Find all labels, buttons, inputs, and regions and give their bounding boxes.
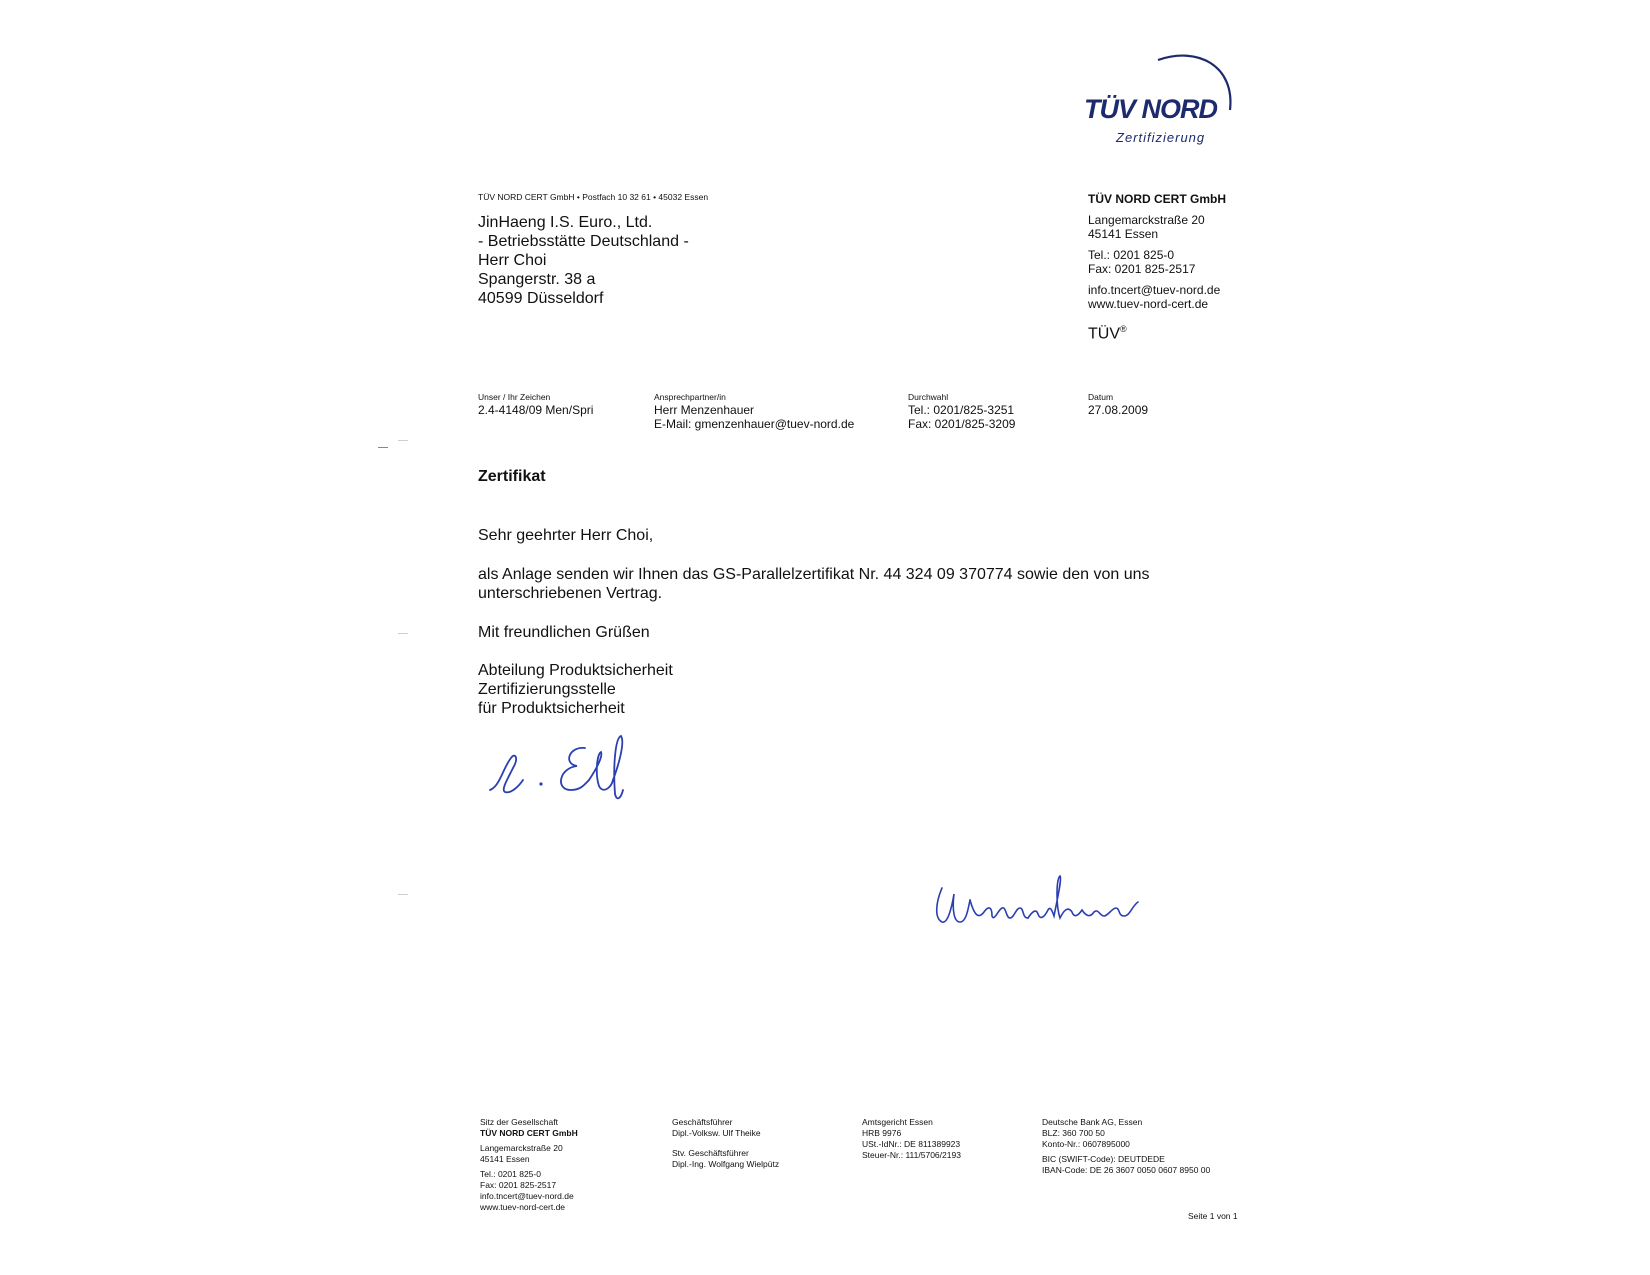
footer-col-company (480, 1117, 578, 1213)
footer-col1-email: info.tncert@tuev-nord.de (480, 1191, 574, 1201)
reference-datum-label: Datum (1088, 392, 1114, 402)
reference-contact-email: E-Mail: gmenzenhauer@tuev-nord.de (654, 417, 855, 431)
registered-mark: ® (1120, 324, 1127, 334)
footer-col3-ust: USt.-IdNr.: DE 811389923 (862, 1139, 961, 1149)
company-tel: Tel.: 0201 825-0 (1088, 248, 1175, 262)
sender-line: TÜV NORD CERT GmbH • Postfach 10 32 61 • 45032 Essen (478, 192, 709, 202)
reference-contact (654, 392, 854, 431)
footer-col2-label2: Stv. Geschäftsführer (672, 1148, 749, 1158)
fold-mark (398, 894, 408, 895)
reference-datum-value: 27.08.2009 (1088, 403, 1149, 417)
company-fax: Fax: 0201 825-2517 (1088, 262, 1196, 276)
footer-col1-city: 45141 Essen (480, 1154, 530, 1164)
logo-brand: TÜV NORD (1084, 94, 1217, 124)
footer-col2-name: Dipl.-Volksw. Ulf Theike (672, 1128, 761, 1138)
footer-col4-bic: BIC (SWIFT-Code): DEUTDEDE (1042, 1154, 1165, 1164)
reference-contact-label: Ansprechpartner/in (654, 392, 726, 402)
reference-zeichen-value: 2.4-4148/09 Men/Spri (478, 403, 594, 417)
paragraph-line: unterschriebenen Vertrag. (478, 585, 663, 602)
paragraph-line: als Anlage senden wir Ihnen das GS-Parallelzertifikat Nr. 44 324 09 370774 sowie den von uns (478, 566, 1150, 583)
reference-zeichen-label: Unser / Ihr Zeichen (478, 392, 551, 402)
footer-col2-label: Geschäftsführer (672, 1117, 733, 1127)
reference-durchwahl-tel: Tel.: 0201/825-3251 (908, 403, 1015, 417)
signature-2 (932, 866, 1152, 936)
reference-zeichen (478, 392, 593, 417)
footer-col-management (672, 1117, 779, 1170)
recipient-line: Spangerstr. 38 a (478, 271, 596, 288)
logo-subtitle: Zertifizierung (1116, 130, 1206, 145)
recipient-address (478, 213, 689, 308)
footer-col4-bank: Deutsche Bank AG, Essen (1042, 1117, 1143, 1127)
company-web: www.tuev-nord-cert.de (1088, 297, 1209, 311)
company-street: Langemarckstraße 20 (1088, 213, 1205, 227)
recipient-line: - Betriebsstätte Deutschland - (478, 233, 689, 250)
signature-1 (485, 728, 665, 818)
salutation: Sehr geehrter Herr Choi, (478, 527, 654, 544)
footer-col1-street: Langemarckstraße 20 (480, 1143, 563, 1153)
reference-durchwahl (908, 392, 1015, 431)
subject: Zertifikat (478, 468, 546, 485)
footer-col2-name2: Dipl.-Ing. Wolfgang Wielpütz (672, 1159, 780, 1169)
reference-durchwahl-fax: Fax: 0201/825-3209 (908, 417, 1016, 431)
company-city: 45141 Essen (1088, 227, 1159, 241)
footer-col1-name: TÜV NORD CERT GmbH (480, 1128, 578, 1138)
footer-col1-fax: Fax: 0201 825-2517 (480, 1180, 557, 1190)
department-line: für Produktsicherheit (478, 700, 625, 717)
footer-col4-blz: BLZ: 360 700 50 (1042, 1128, 1105, 1138)
footer-col-bank (1042, 1117, 1210, 1176)
footer-col1-label: Sitz der Gesellschaft (480, 1117, 558, 1127)
tuv-mark-text: TÜV (1088, 325, 1120, 343)
company-email: info.tncert@tuev-nord.de (1088, 283, 1221, 297)
page-number: Seite 1 von 1 (1188, 1211, 1238, 1221)
footer-col3-label: Amtsgericht Essen (862, 1117, 933, 1127)
company-block (1088, 192, 1226, 311)
department-block (478, 661, 673, 718)
footer-col4-iban: IBAN-Code: DE 26 3607 0050 0607 8950 00 (1042, 1165, 1211, 1175)
recipient-line: 40599 Düsseldorf (478, 290, 604, 307)
department-line: Zertifizierungsstelle (478, 681, 616, 698)
footer-col3-hrb: HRB 9976 (862, 1128, 902, 1138)
fold-mark (398, 440, 408, 441)
department-line: Abteilung Produktsicherheit (478, 662, 673, 679)
body-paragraph (478, 565, 1150, 603)
footer-col3-steuer: Steuer-Nr.: 111/5706/2193 (862, 1150, 961, 1160)
reference-datum (1088, 392, 1148, 417)
footer-col1-tel: Tel.: 0201 825-0 (480, 1169, 541, 1179)
footer-col1-web: www.tuev-nord-cert.de (480, 1202, 566, 1212)
fold-mark (378, 447, 388, 448)
fold-mark (398, 633, 408, 634)
company-name: TÜV NORD CERT GmbH (1088, 192, 1226, 206)
closing: Mit freundlichen Grüßen (478, 624, 650, 641)
footer-col4-konto: Konto-Nr.: 0607895000 (1042, 1139, 1130, 1149)
recipient-line: Herr Choi (478, 252, 547, 269)
reference-durchwahl-label: Durchwahl (908, 392, 949, 402)
tuv-nord-logo (1080, 48, 1240, 148)
footer-col-register (862, 1117, 961, 1161)
tuv-mark (1088, 324, 1127, 343)
reference-contact-name: Herr Menzenhauer (654, 403, 755, 417)
recipient-line: JinHaeng I.S. Euro., Ltd. (478, 214, 653, 231)
